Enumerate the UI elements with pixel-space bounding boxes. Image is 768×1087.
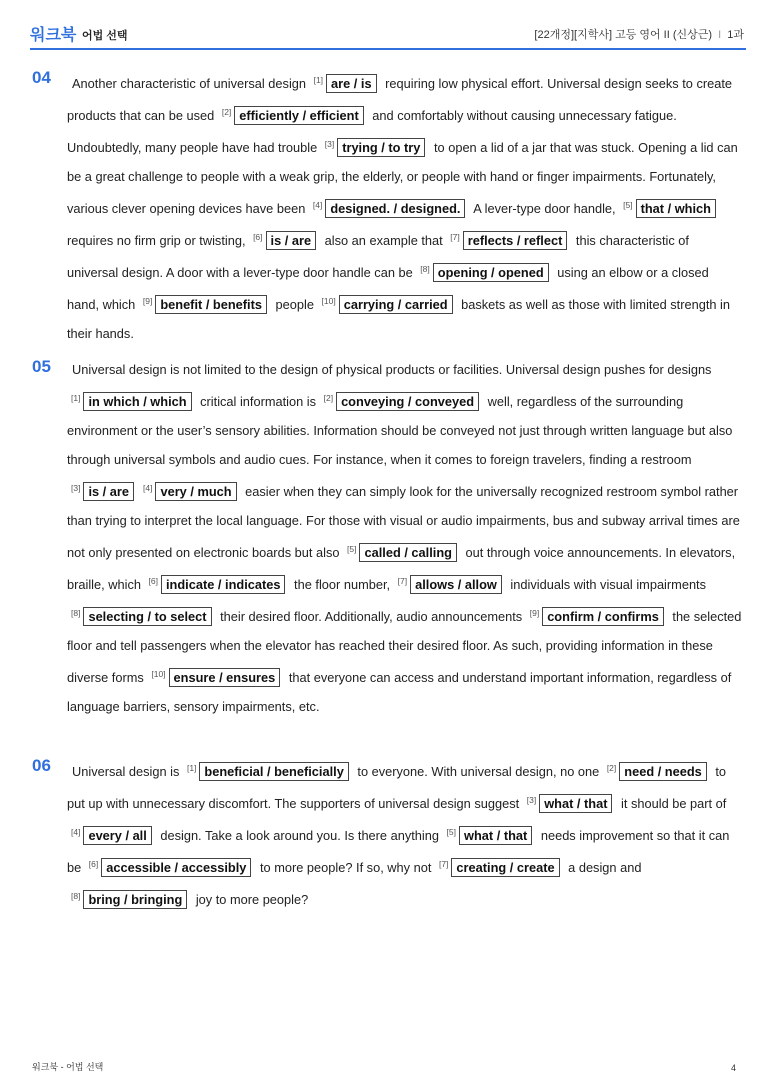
blank-number: [3] <box>71 483 81 493</box>
blank-number: [3] <box>526 795 537 805</box>
grammar-choice-box[interactable]: is / are <box>266 231 317 250</box>
grammar-choice-box[interactable]: need / needs <box>619 762 707 781</box>
header-separator: I <box>718 29 722 41</box>
blank-number: [5] <box>623 200 633 210</box>
blank-number: [6] <box>148 576 158 586</box>
blank-number: [9] <box>142 296 153 306</box>
passage-text: joy to more people? <box>192 892 309 907</box>
passage-text: design. Take a look around you. Is there anything <box>156 828 443 843</box>
passage-text: to everyone. With universal design, no one <box>353 764 603 779</box>
section-number: 06 <box>32 756 51 775</box>
blank-number: [7] <box>438 859 449 869</box>
passage-text: A lever-type door handle, <box>470 201 620 216</box>
passage-text: requires no firm grip or twisting, <box>67 233 250 248</box>
section-number: 04 <box>32 68 51 87</box>
passage-text: the floor number, <box>290 577 394 592</box>
course-title: [22개정][지학사] 고등 영어 II (신상근) <box>534 29 713 41</box>
grammar-choice-box[interactable]: selecting / to select <box>83 607 211 626</box>
grammar-choice-box[interactable]: is / are <box>83 482 134 501</box>
grammar-choice-box[interactable]: efficiently / efficient <box>234 106 363 125</box>
grammar-choice-box[interactable]: accessible / accessibly <box>101 858 251 877</box>
blank-number: [7] <box>397 576 408 586</box>
section-text <box>67 754 742 914</box>
blank-number: [4] <box>71 827 81 837</box>
passage-text: using an elbow or a closed hand, which <box>67 265 709 312</box>
passage-text: to put up with unnecessary discomfort. The supporters of universal design suggest <box>67 764 727 811</box>
course-info <box>534 26 744 42</box>
grammar-choice-box[interactable]: are / is <box>326 74 377 93</box>
section-text <box>67 355 742 721</box>
grammar-choice-box[interactable]: reflects / reflect <box>463 231 568 250</box>
brand-title: 워크북 <box>30 27 77 44</box>
passage-text: to more people? If so, why not <box>256 860 435 875</box>
blank-number: [2] <box>323 393 334 403</box>
blank-number: [10] <box>151 669 166 679</box>
blank-number: [5] <box>347 544 357 554</box>
blank-number: [2] <box>606 763 617 773</box>
passage-text: Another characteristic of universal design <box>72 76 310 91</box>
grammar-choice-box[interactable]: conveying / conveyed <box>336 392 479 411</box>
blank-number: [1] <box>186 763 197 773</box>
page-number: 4 <box>730 1063 736 1073</box>
passage-text: it should be part of <box>617 796 727 811</box>
passage-text: also an example that <box>321 233 447 248</box>
passage-text: their desired floor. Additionally, audio announcements <box>216 609 526 624</box>
footer-label: 워크북 - 어법 선택 <box>32 1062 104 1072</box>
grammar-choice-box[interactable]: very / much <box>155 482 236 501</box>
grammar-choice-box[interactable]: ensure / ensures <box>169 668 281 687</box>
blank-number: [6] <box>253 232 263 242</box>
section-number: 05 <box>32 357 51 376</box>
grammar-choice-box[interactable]: designed. / designed. <box>325 199 465 218</box>
blank-number: [8] <box>420 264 430 274</box>
passage-text: this characteristic of universal design. A door with a lever-type door handle can be <box>67 233 689 280</box>
passage-text: requiring low physical effort. Universal design seeks to create products that can be used <box>67 76 733 123</box>
passage-text: a design and <box>564 860 642 875</box>
grammar-choice-box[interactable]: beneficial / beneficially <box>199 762 348 781</box>
passage-text: and comfortably without causing unnecessary fatigue. Undoubtedly, many people have had trouble <box>67 108 677 155</box>
grammar-choice-box[interactable]: bring / bringing <box>83 890 187 909</box>
blank-number: [6] <box>88 859 99 869</box>
blank-number: [8] <box>71 608 81 618</box>
grammar-choice-box[interactable]: confirm / confirms <box>542 607 664 626</box>
grammar-choice-box[interactable]: every / all <box>83 826 151 845</box>
grammar-choice-box[interactable]: what / that <box>459 826 532 845</box>
section-05 <box>32 355 744 721</box>
grammar-choice-box[interactable]: carrying / carried <box>339 295 453 314</box>
section-04 <box>32 66 744 348</box>
blank-number: [1] <box>313 75 324 85</box>
passage-text: that everyone can access and understand important information, regardless of language barriers, sensory impairments, etc. <box>67 670 732 714</box>
grammar-choice-box[interactable]: benefit / benefits <box>155 295 267 314</box>
passage-text: the selected floor and tell passengers when the elevator has reached their desired floor. As such, providing information in these diverse forms <box>67 609 742 685</box>
blank-number: [8] <box>71 891 81 901</box>
grammar-choice-box[interactable]: that / which <box>636 199 716 218</box>
blank-number: [7] <box>450 232 460 242</box>
grammar-choice-box[interactable]: opening / opened <box>433 263 549 282</box>
passage-text: critical information is <box>196 394 320 409</box>
lesson-label: 1과 <box>727 29 744 41</box>
passage-text: out through voice announcements. In elevators, braille, which <box>67 545 736 592</box>
section-text <box>67 66 742 348</box>
passage-text: well, regardless of the surrounding environment or the user’s sensory abilities. Information should be conveyed not just through written language but also through universal symbols and audio cues. For instance, when it comes to foreign travelers, finding a restroom <box>67 394 733 467</box>
grammar-choice-box[interactable]: what / that <box>539 794 612 813</box>
passage-text: Universal design is not limited to the design of physical products or facilities. Universal design pushes for designs <box>72 362 712 377</box>
grammar-choice-box[interactable]: indicate / indicates <box>161 575 286 594</box>
blank-number: [4] <box>143 483 153 493</box>
passage-text: needs improvement so that it can be <box>67 828 730 875</box>
brand-subtitle: 어법 선택 <box>82 30 128 42</box>
blank-number: [5] <box>446 827 456 837</box>
passage-text: people <box>272 297 318 312</box>
blank-number: [3] <box>324 139 335 149</box>
page-header <box>30 22 746 50</box>
passage-text: Universal design is <box>72 764 183 779</box>
grammar-choice-box[interactable]: creating / create <box>451 858 559 877</box>
blank-number: [2] <box>221 107 232 117</box>
blank-number: [4] <box>312 200 323 210</box>
grammar-choice-box[interactable]: called / calling <box>359 543 456 562</box>
grammar-choice-box[interactable]: allows / allow <box>410 575 502 594</box>
blank-number: [10] <box>321 296 336 306</box>
passage-text: easier when they can simply look for the universally recognized restroom symbol rather than trying to interpret the local language. For those with visual or audio impairments, bus and subway arrival times are not only presented on electronic boards but also <box>67 484 740 560</box>
grammar-choice-box[interactable]: trying / to try <box>337 138 425 157</box>
passage-text: individuals with visual impairments <box>506 577 707 592</box>
section-06 <box>32 754 744 914</box>
passage-text: baskets as well as those with limited strength in their hands. <box>67 297 731 341</box>
blank-number: [9] <box>529 608 540 618</box>
passage-text: to open a lid of a jar that was stuck. Opening a lid can be a great challenge to people with a weak grip, the elderly, or people with hand or finger impairments. Fortunately, various clever opening devices have been <box>67 140 738 216</box>
grammar-choice-box[interactable]: in which / which <box>83 392 191 411</box>
blank-number: [1] <box>71 393 81 403</box>
